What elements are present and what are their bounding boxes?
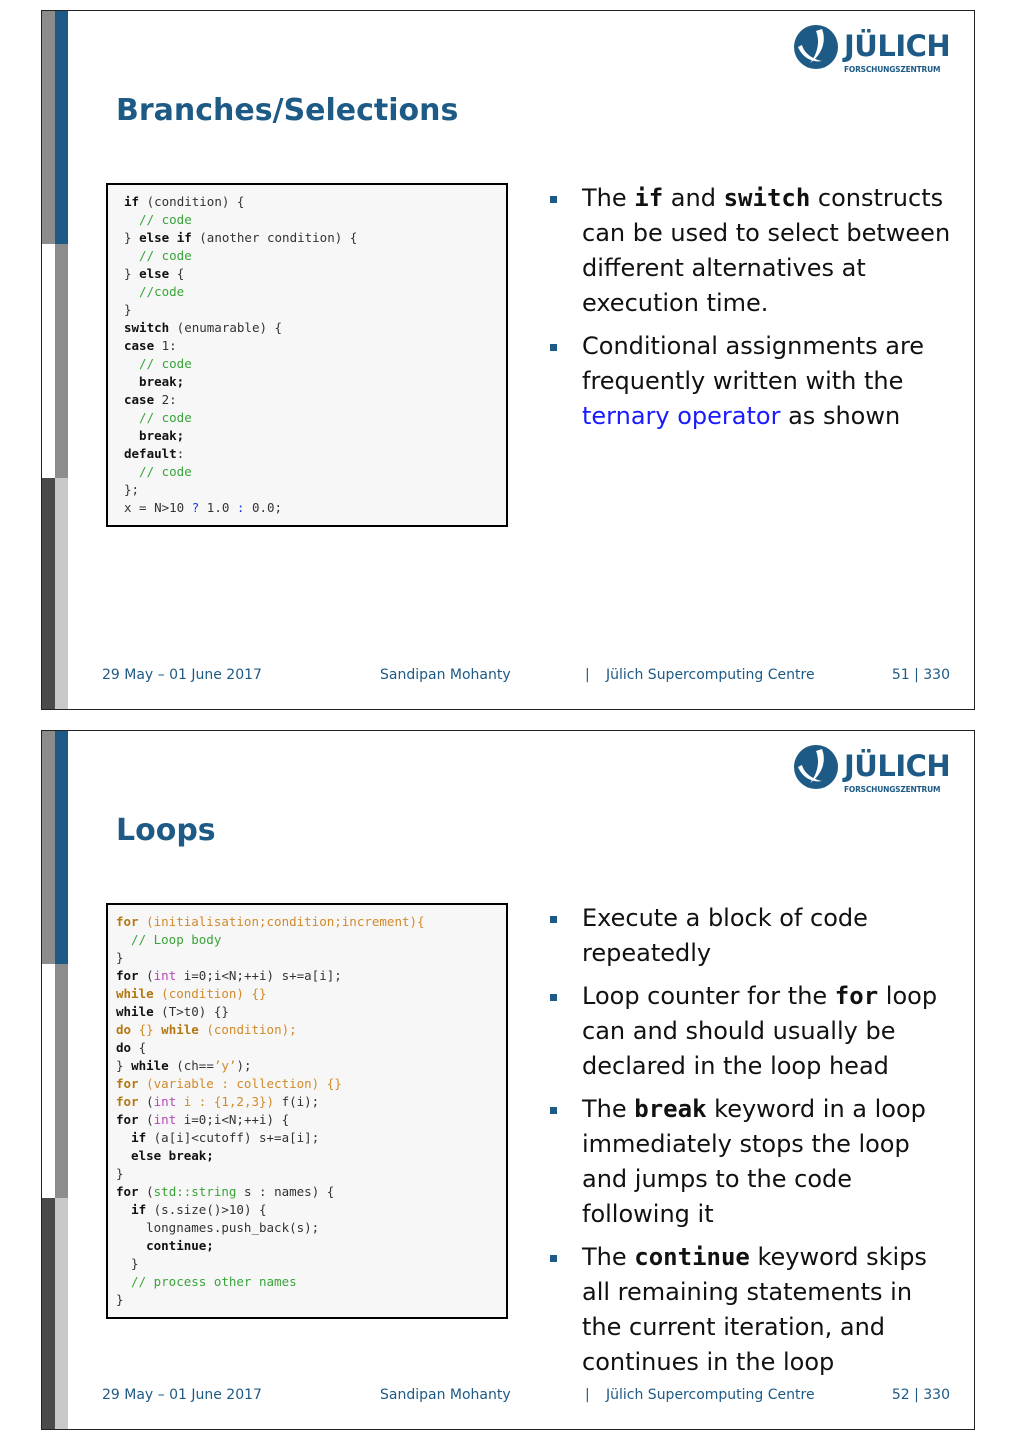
code-token: x = N>10 [124, 500, 192, 515]
bullet-text [582, 979, 956, 1084]
footer-separator: | [585, 667, 590, 683]
code-token: (T>t0) {} [153, 1004, 229, 1019]
code-line [116, 949, 498, 967]
footer-organization: Jülich Supercomputing Centre [606, 1387, 815, 1403]
code-line [124, 247, 498, 265]
code-token: 2: [154, 392, 177, 407]
code-line [124, 265, 498, 283]
code-token: for [116, 1094, 139, 1109]
bullet-text-run: as shown [780, 402, 901, 430]
bullet-list [546, 181, 956, 442]
code-token: case [124, 392, 155, 407]
bullet-text-run: keyword skips all remaining statements in the current iteration, and continues in the loop [582, 1243, 927, 1376]
bullet-text-run: and [663, 184, 724, 212]
code-line [116, 1147, 498, 1165]
bullet-square-icon [550, 344, 557, 351]
slide-title: Loops [116, 813, 216, 848]
code-line [124, 481, 498, 499]
bullet-square-icon [550, 994, 557, 1001]
bullet-square-icon [550, 1255, 557, 1262]
code-token: } [116, 950, 124, 965]
code-token: } [124, 230, 140, 245]
code-token: continue; [116, 1238, 214, 1253]
bullet-item [546, 1240, 956, 1380]
code-token: ); [236, 1058, 252, 1073]
code-token: (condition) { [139, 194, 245, 209]
code-token: (ch== [168, 1058, 214, 1073]
code-token: { [131, 1040, 147, 1055]
bullet-text [582, 329, 956, 434]
code-token: // code [124, 212, 192, 227]
code-token: // Loop body [116, 932, 222, 947]
bullet-item [546, 181, 956, 321]
code-token: break; [124, 428, 185, 443]
code-token: for [116, 1112, 139, 1127]
code-token: while [116, 986, 154, 1001]
code-token: f(i); [281, 1094, 320, 1109]
stripe-inner [55, 11, 68, 709]
footer-organization: Jülich Supercomputing Centre [606, 667, 815, 683]
code-token: {} [131, 1022, 162, 1037]
code-token: // code [124, 248, 192, 263]
slide-title: Branches/Selections [116, 93, 459, 128]
code-line [116, 1219, 498, 1237]
logo-word: JÜLICH [844, 749, 951, 783]
bullet-text-run: Execute a block of code repeatedly [582, 904, 868, 967]
code-token: i=0;i<N;++i) s+=a[i]; [176, 968, 342, 983]
juelich-logo [792, 743, 952, 799]
code-line [124, 463, 498, 481]
code-line [116, 913, 498, 931]
footer-date: 29 May – 01 June 2017 [102, 1387, 262, 1403]
code-line [116, 1111, 498, 1129]
code-token [116, 1202, 131, 1217]
bullet-square-icon [550, 196, 557, 203]
code-token: while [131, 1058, 169, 1073]
code-token: for [116, 968, 139, 983]
code-token: i=0;i<N;++i) { [176, 1112, 290, 1127]
code-line [124, 409, 498, 427]
code-line [124, 229, 498, 247]
footer-page-number: 52 | 330 [891, 1387, 950, 1403]
code-line [124, 391, 498, 409]
footer-author: Sandipan Mohanty [380, 1387, 511, 1403]
code-token: ( [138, 1112, 154, 1127]
code-token: (variable : collection) {} [138, 1076, 342, 1091]
code-token: 1.0 [199, 500, 237, 515]
code-token: break; [124, 374, 185, 389]
code-token: while [161, 1022, 199, 1037]
stripe-outer [42, 11, 55, 709]
code-token: } [116, 1166, 124, 1181]
ternary-operator-link[interactable]: ternary operator [582, 402, 781, 430]
bullet-text [582, 1240, 956, 1380]
code-token: default [124, 446, 177, 461]
code-token: } [116, 1256, 139, 1271]
slide-footer [102, 667, 950, 687]
code-line [116, 1165, 498, 1183]
bullet-text-run: The [582, 1095, 635, 1123]
inline-code: continue [634, 1243, 750, 1271]
bullet-item [546, 1092, 956, 1232]
code-line [124, 427, 498, 445]
code-line [116, 1255, 498, 1273]
code-token: //code [124, 284, 185, 299]
code-line [124, 193, 498, 211]
code-line [116, 1075, 498, 1093]
bullet-text-run: Conditional assignments are frequently written with the [582, 332, 925, 395]
code-token: ( [138, 1094, 154, 1109]
code-token: for [116, 1076, 139, 1091]
bullet-item [546, 901, 956, 971]
code-token: : [176, 446, 185, 461]
code-line [116, 1093, 498, 1111]
code-token: // code [124, 410, 192, 425]
bullet-text-run: constructs can be used to select between different alternatives at execution time. [582, 184, 951, 317]
code-token: for [116, 1184, 139, 1199]
code-token: std::string [153, 1184, 237, 1199]
code-line [116, 1201, 498, 1219]
code-line [116, 931, 498, 949]
code-line [116, 967, 498, 985]
code-line [116, 1003, 498, 1021]
logo-subtitle: FORSCHUNGSZENTRUM [844, 785, 941, 794]
code-token: } [124, 302, 132, 317]
code-line [116, 1057, 498, 1075]
stripe-outer [42, 731, 55, 1429]
inline-code: switch [723, 184, 811, 212]
logo-word: JÜLICH [844, 29, 951, 63]
juelich-logo [792, 23, 952, 79]
slide-left-stripe [42, 731, 68, 1429]
code-token: s : names) { [236, 1184, 335, 1199]
code-token: // process other names [116, 1274, 297, 1289]
inline-code: break [634, 1095, 707, 1123]
bullet-text-run: keyword in a loop immediately stops the loop and jumps to the code following it [582, 1095, 926, 1228]
code-token: (initialisation;condition;increment){ [138, 914, 425, 929]
code-line [124, 301, 498, 319]
code-token: ( [138, 1184, 154, 1199]
stripe-inner [55, 731, 68, 1429]
code-token: if [124, 194, 140, 209]
code-token: ’y’ [213, 1058, 237, 1073]
code-token: } [116, 1058, 132, 1073]
code-token: int [153, 968, 177, 983]
footer-separator: | [585, 1387, 590, 1403]
juelich-logo-icon [792, 743, 840, 791]
code-token: else if [139, 230, 192, 245]
code-line [116, 1291, 498, 1309]
code-line [116, 1237, 498, 1255]
slide-footer [102, 1387, 950, 1407]
footer-date: 29 May – 01 June 2017 [102, 667, 262, 683]
code-line [116, 1021, 498, 1039]
code-token: (another condition) { [191, 230, 358, 245]
code-token: // code [124, 356, 192, 371]
code-token: { [169, 266, 185, 281]
code-token: (s.size()>10) { [146, 1202, 267, 1217]
code-token: do [116, 1022, 132, 1037]
code-token: else break; [116, 1148, 214, 1163]
code-token: int [153, 1112, 177, 1127]
code-token [116, 1130, 131, 1145]
slide-branches [41, 10, 975, 710]
code-token: for [116, 914, 139, 929]
code-token: ? [191, 500, 200, 515]
bullet-text [582, 1092, 956, 1232]
code-line [124, 337, 498, 355]
code-line [116, 1273, 498, 1291]
juelich-logo-icon [792, 23, 840, 71]
code-token: (condition) {} [153, 986, 267, 1001]
code-token: longnames.push_back(s); [116, 1220, 320, 1235]
code-token: }; [124, 482, 140, 497]
bullet-text-run: The [582, 184, 635, 212]
slide-left-stripe [42, 11, 68, 709]
code-line [116, 985, 498, 1003]
code-line [124, 283, 498, 301]
bullet-square-icon [550, 916, 557, 923]
code-token: do [116, 1040, 132, 1055]
logo-subtitle: FORSCHUNGSZENTRUM [844, 65, 941, 74]
code-line [124, 445, 498, 463]
code-line [116, 1183, 498, 1201]
bullet-item [546, 979, 956, 1084]
code-token: while [116, 1004, 154, 1019]
code-token: } [116, 1292, 124, 1307]
code-line [116, 1129, 498, 1147]
code-token: else [139, 266, 170, 281]
footer-author: Sandipan Mohanty [380, 667, 511, 683]
bullet-text [582, 181, 956, 321]
code-token: if [131, 1130, 147, 1145]
code-token: 0.0; [244, 500, 283, 515]
code-line [124, 211, 498, 229]
bullet-list [546, 901, 956, 1388]
code-token: // code [124, 464, 192, 479]
code-block [106, 183, 508, 527]
code-line [124, 319, 498, 337]
code-token: } [124, 266, 140, 281]
bullet-item [546, 329, 956, 434]
bullet-text-run: The [582, 1243, 635, 1271]
code-token: if [131, 1202, 147, 1217]
code-block [106, 903, 508, 1319]
inline-code: if [634, 184, 664, 212]
slide-loops [41, 730, 975, 1430]
code-token: case [124, 338, 155, 353]
bullet-square-icon [550, 1107, 557, 1114]
code-token: int [153, 1094, 177, 1109]
bullet-text-run: Loop counter for the [582, 982, 835, 1010]
code-line [124, 355, 498, 373]
code-token: 1: [154, 338, 177, 353]
code-line [116, 1039, 498, 1057]
bullet-text-run: loop can and should usually be declared in the loop head [582, 982, 938, 1080]
code-token: ( [138, 968, 154, 983]
code-token: : [236, 500, 245, 515]
code-token: (a[i]<cutoff) s+=a[i]; [146, 1130, 320, 1145]
code-token: (condition); [198, 1022, 297, 1037]
bullet-text [582, 901, 956, 971]
footer-page-number: 51 | 330 [891, 667, 950, 683]
code-line [124, 499, 498, 517]
inline-code: for [834, 982, 879, 1010]
code-line [124, 373, 498, 391]
code-token: switch [124, 320, 170, 335]
code-token: i : {1,2,3}) [176, 1094, 282, 1109]
code-token: (enumarable) { [169, 320, 283, 335]
